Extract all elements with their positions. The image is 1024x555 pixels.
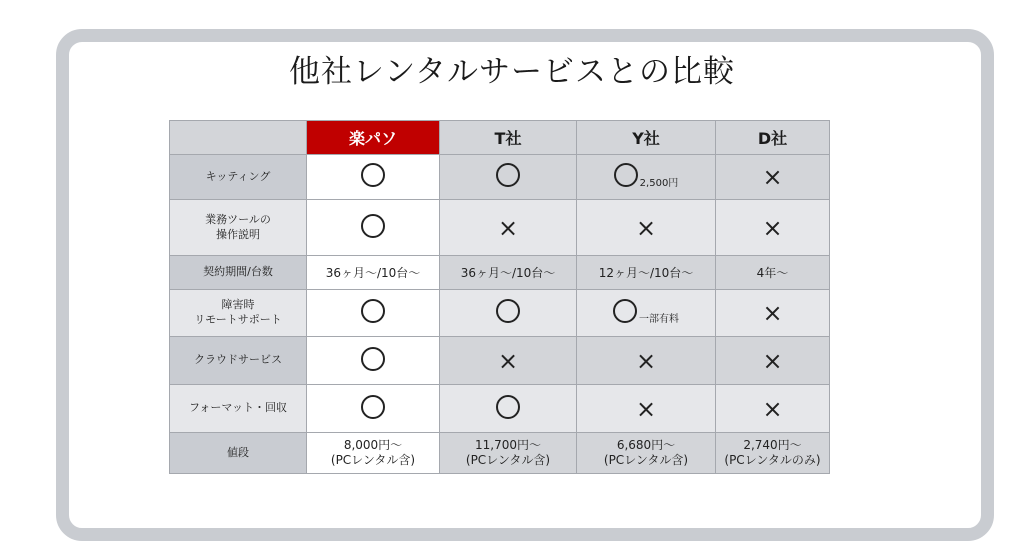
row-label-format: フォーマット・回収 xyxy=(170,385,307,433)
cross-mark-icon: × xyxy=(635,394,657,423)
cross-mark-icon: × xyxy=(635,346,657,375)
contract-d: 4年～ xyxy=(716,256,830,290)
table-row-kitting xyxy=(170,155,830,200)
circle-mark-icon xyxy=(496,299,520,323)
cross-mark-icon: × xyxy=(762,394,783,423)
price-t: 11,700円～ (PCレンタル含) xyxy=(440,433,577,474)
table-row-price xyxy=(170,433,830,474)
contract-y: 12ヶ月～/10台～ xyxy=(577,256,716,290)
circle-mark-icon xyxy=(361,214,385,238)
table-row-remote xyxy=(170,290,830,337)
circle-mark-icon xyxy=(361,163,385,187)
table-row-contract xyxy=(170,256,830,290)
circle-mark-icon xyxy=(361,347,385,371)
header-t-company: T社 xyxy=(440,121,577,155)
circle-mark-icon xyxy=(614,163,638,187)
cross-mark-icon: × xyxy=(497,346,519,375)
circle-mark-icon xyxy=(613,299,637,323)
remote-y-note: 一部有料 xyxy=(639,313,679,325)
cross-mark-icon: × xyxy=(635,213,657,242)
circle-mark-icon xyxy=(361,299,385,323)
row-label-explain: 業務ツールの 操作説明 xyxy=(170,200,307,256)
cross-mark-icon: × xyxy=(762,213,783,242)
table-header-row xyxy=(170,121,830,155)
contract-rakupaso: 36ヶ月～/10台～ xyxy=(307,256,440,290)
circle-mark-icon xyxy=(496,163,520,187)
comparison-table xyxy=(169,120,830,474)
price-y: 6,680円～ (PCレンタル含) xyxy=(577,433,716,474)
circle-mark-icon xyxy=(361,395,385,419)
row-label-price: 値段 xyxy=(170,433,307,474)
price-d: 2,740円～ (PCレンタルのみ) xyxy=(716,433,830,474)
cross-mark-icon: × xyxy=(762,163,783,191)
kitting-y-note: 2,500円 xyxy=(639,177,679,189)
row-label-kitting: キッティング xyxy=(170,155,307,200)
row-label-contract: 契約期間/台数 xyxy=(170,256,307,290)
header-d-company: D社 xyxy=(716,121,830,155)
cross-mark-icon: × xyxy=(497,213,519,242)
circle-mark-icon xyxy=(496,395,520,419)
row-label-remote: 障害時 リモートサポート xyxy=(170,290,307,337)
table-row-cloud xyxy=(170,337,830,385)
header-y-company: Y社 xyxy=(577,121,716,155)
table-row-format xyxy=(170,385,830,433)
cross-mark-icon: × xyxy=(762,299,783,327)
row-label-cloud: クラウドサービス xyxy=(170,337,307,385)
contract-t: 36ヶ月～/10台～ xyxy=(440,256,577,290)
page-title: 他社レンタルサービスとの比較 xyxy=(289,54,735,90)
price-rakupaso: 8,000円～ (PCレンタル含) xyxy=(307,433,440,474)
header-rakupaso: 楽パソ xyxy=(307,121,440,155)
header-empty-cell xyxy=(170,121,307,155)
table-row-explain xyxy=(170,200,830,256)
cross-mark-icon: × xyxy=(762,346,783,375)
